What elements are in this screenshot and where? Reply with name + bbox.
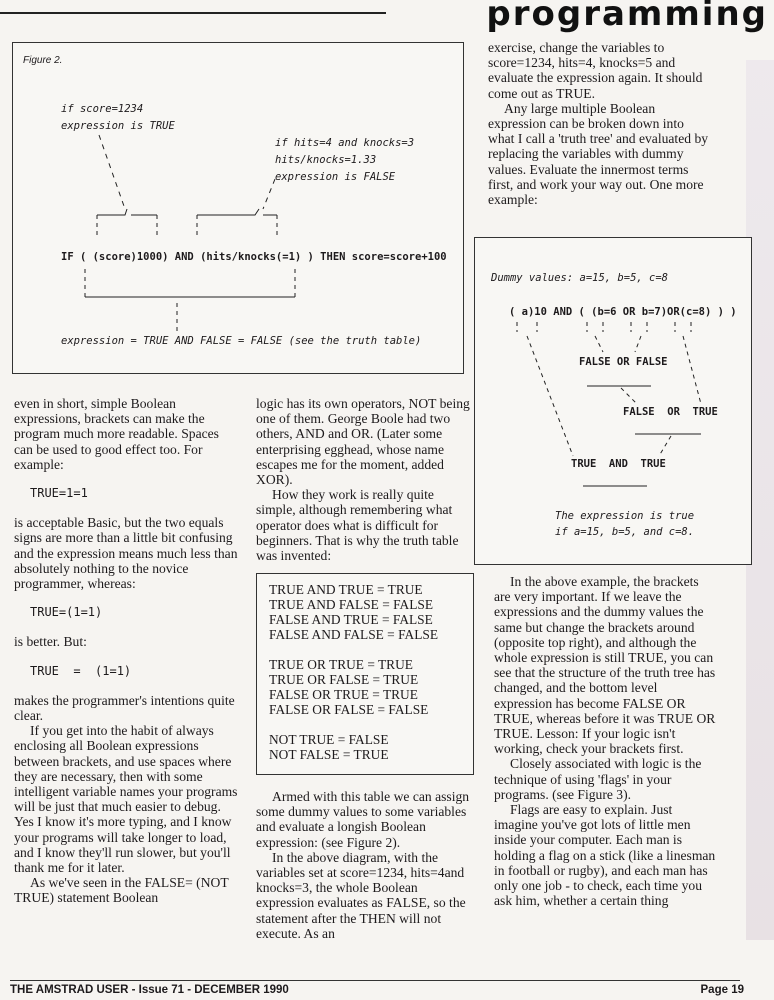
dummy-values-label: Dummy values: a=15, b=5, c=8: [491, 272, 669, 284]
section-title: programming: [486, 0, 768, 34]
column-1: [14, 396, 240, 906]
paragraph: Closely associated with logic is the technique of using 'flags' in your programs. (see Figure 3).: [494, 756, 702, 802]
figure-2-code-line: IF ( (score)1000) AND (hits/knocks(=1) ) THEN score=score+100: [61, 251, 447, 263]
paragraph: In the above example, the brackets are very important. If we leave the expressions and the dummy values the same but change the brackets around (opposite top right), and although the whole expression is still TRUE, you can see that the structure of the truth tree has changed, and the bottom level expression has become FALSE OR TRUE, whereas before it was TRUE OR TRUE. Lesson: If your logic isn't working, check your brackets first.: [494, 574, 716, 757]
paragraph: logic has its own operators, NOT being one of them. George Boole had two others, AND and OR. (Later some enterprising egghead, whose name escapes me for the moment, added XOR).: [256, 396, 470, 488]
paragraph: exercise, change the variables to score=1234, hits=4, knocks=5 and evaluate the expression again. It should come out as TRUE.: [488, 40, 703, 101]
truth-tree-level-2: FALSE OR TRUE: [623, 406, 718, 418]
paragraph: is better. But:: [14, 634, 87, 650]
header-rule: [0, 12, 386, 14]
truth-row: FALSE OR TRUE = TRUE: [269, 687, 418, 702]
paragraph: As we've seen in the FALSE= (NOT TRUE) statement Boolean: [14, 875, 229, 906]
code-example: TRUE=1=1: [30, 486, 88, 501]
truth-row: TRUE OR FALSE = TRUE: [269, 672, 419, 687]
truth-row: NOT FALSE = TRUE: [269, 747, 389, 762]
truth-row: FALSE AND TRUE = FALSE: [269, 612, 433, 627]
footer-issue-info: THE AMSTRAD USER - Issue 71 - DECEMBER 1990: [10, 984, 289, 996]
truth-tree-conclusion: The expression is true if a=15, b=5, and c=8.: [555, 510, 695, 538]
footer-rule: [10, 980, 740, 981]
page-number: Page 19: [700, 984, 744, 996]
truth-tree-level-1: FALSE OR FALSE: [579, 356, 668, 368]
truth-row: TRUE AND FALSE = FALSE: [269, 597, 434, 612]
column-3-bottom: [494, 574, 716, 908]
figure-2-right-note: if hits=4 and knocks=3 hits/knocks=1.33 expression is FALSE: [275, 137, 415, 183]
truth-row: FALSE OR FALSE = FALSE: [269, 702, 429, 717]
code-example: TRUE = (1=1): [30, 663, 132, 678]
figure-2-tree-lines: [13, 43, 463, 373]
truth-table: [256, 573, 474, 775]
paragraph: Any large multiple Boolean expression can be broken down into what I call a 'truth tree' and evaluated by replacing the variables with dummy values. Evaluate the innermost terms first, and work your way out. One more example:: [488, 100, 709, 208]
paragraph: is acceptable Basic, but the two equals signs are more than a little bit confusing and the expression means much less than absolutely nothing to the novice programmer, whereas:: [14, 515, 238, 592]
code-example: TRUE=(1=1): [30, 605, 103, 620]
paragraph: Armed with this table we can assign some dummy values to some variables and evaluate a longish Boolean expression: (see Figure 2).: [256, 789, 470, 850]
paragraph: even in short, simple Boolean expressions, brackets can make the program much more readable. Spaces can be used to good effect too. For example:: [14, 396, 219, 472]
paragraph: If you get into the habit of always enclosing all Boolean expressions between brackets, and use spaces where they are necessary, then with some intelligent variable names your programs will be just that much easier to debug. Yes I know it's more typing, and I know your programs will take longer to load, and I know they'll run slower, but you'll thank me for it later.: [14, 723, 238, 876]
truth-tree-figure: [474, 237, 752, 565]
truth-tree-level-3: TRUE AND TRUE: [571, 458, 666, 470]
figure-caption: Figure 2.: [23, 55, 63, 66]
paragraph: makes the programmer's intentions quite clear.: [14, 692, 235, 724]
figure-2: [12, 42, 464, 374]
column-2-top: [256, 396, 476, 563]
truth-row: TRUE OR TRUE = TRUE: [269, 657, 413, 672]
truth-tree-expression: ( a)10 AND ( (b=6 OR b=7)OR(c=8) ) ): [509, 306, 737, 318]
paragraph: How they work is really quite simple, although remembering what operator does what is difficult for beginners. That is why the truth table was invented:: [256, 487, 459, 564]
figure-2-left-note: if score=1234 expression is TRUE: [61, 103, 175, 132]
paragraph: In the above diagram, with the variables set at score=1234, hits=4and knocks=3, the whole Boolean expression evaluates as FALSE, so the statement after the THEN will not execute. As an: [256, 849, 466, 941]
truth-row: FALSE AND FALSE = FALSE: [269, 627, 439, 642]
figure-2-result: expression = TRUE AND FALSE = FALSE (see the truth table): [61, 335, 422, 347]
paragraph: Flags are easy to explain. Just imagine you've got lots of little men inside your computer. Each man is holding a flag on a stick (like a linesman in football or rugby), and each man has only one job - to check, each time you ask him, whether a certain thing: [494, 802, 716, 909]
truth-row: TRUE AND TRUE = TRUE: [269, 582, 423, 597]
truth-row: NOT TRUE = FALSE: [269, 732, 389, 747]
column-3-top: [488, 40, 710, 207]
column-2-bottom: [256, 789, 476, 941]
